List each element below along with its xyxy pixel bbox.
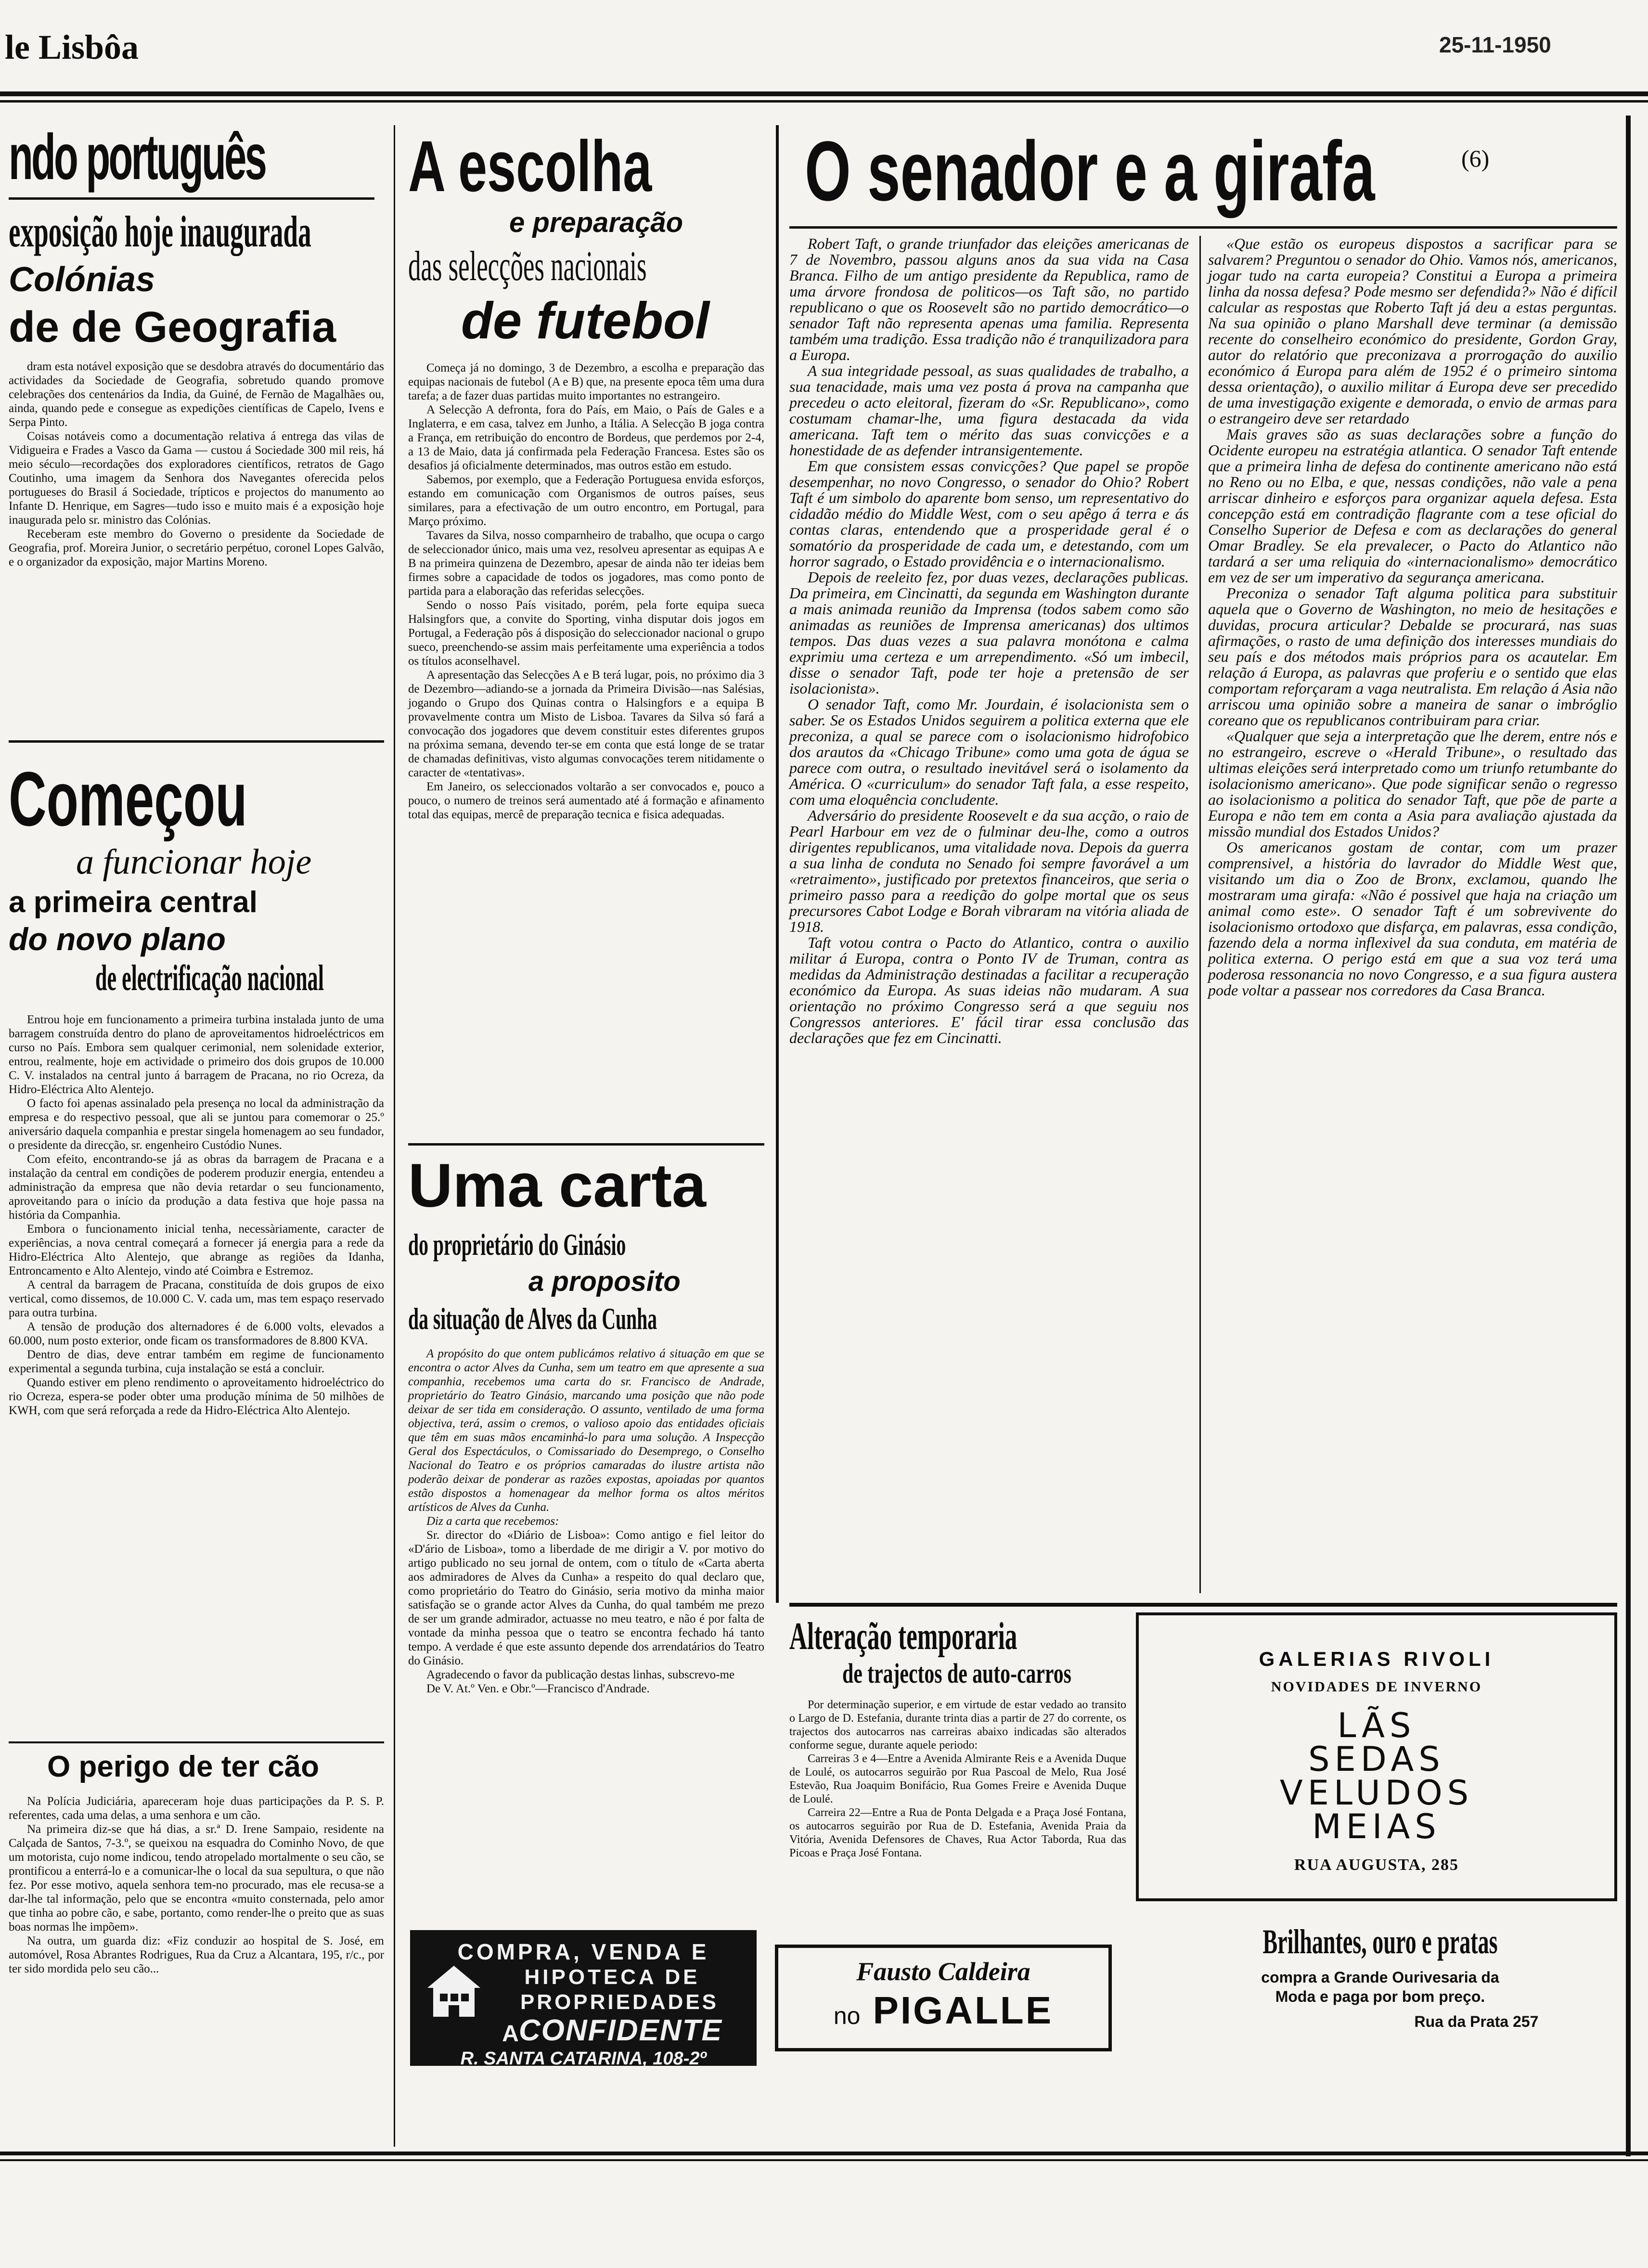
paragraph: Sabemos, por exemplo, que a Federação Portuguesa envida esforços, estando em comunicação com Organismos de outros países, seus similares, para a efectivação de um outro encontro, em Portugal, para Março próximo. bbox=[408, 473, 764, 528]
article-autocarros bbox=[789, 1617, 1126, 1860]
rule-geografia bbox=[9, 197, 374, 200]
headline-futebol-3: das selecções nacionais bbox=[408, 243, 647, 290]
ad-ourivesaria-line2: Moda e paga por bom preço. bbox=[1275, 1988, 1485, 2005]
top-rule-1 bbox=[0, 91, 1648, 96]
headline-cao: O perigo de ter cão bbox=[47, 1750, 320, 1783]
headline-comecou-2: a funcionar hoje bbox=[76, 842, 312, 882]
column-rule-1 bbox=[394, 125, 395, 2147]
article-geografia bbox=[9, 121, 384, 569]
ad-pigalle-line2a: no bbox=[833, 2002, 861, 2029]
ad-confidente-line2: HIPOTECA DE bbox=[524, 1965, 700, 1989]
paragraph: Dentro de dias, deve entrar também em regime de funcionamento experimental a segunda turbina, cuja instalação se está a concluir. bbox=[9, 1348, 384, 1375]
ad-pigalle-line2b: PIGALLE bbox=[873, 1989, 1054, 2032]
ad-rivoli-name: GALERIAS RIVOLI bbox=[1259, 1648, 1494, 1670]
paragraph: Começa já no domingo, 3 de Dezembro, a escolha e preparação das equipas nacionais de futebol (A e B) que, na presente epoca têm uma dura tarefa; a de fazer duas partidas muito importantes no estrangeiro. bbox=[408, 361, 765, 402]
house-icon bbox=[423, 1959, 485, 2022]
rule-taft-mid bbox=[1199, 236, 1201, 1593]
paragraph: «Qualquer que seja a interpretação que lhe derem, entre nós e no estrangeiro, escreve o «Herald Tribune», o resultado das ultimas eleições será interpretado como um triunfo retumbante do isolacionismo americano». Que pode significar senão o regresso ao isolacionismo a politica do senador Taft, que põe de parte a Europa e não tem em conta a Asia para avaliação ajustada da missão mundial dos Estados Unidos? bbox=[1208, 727, 1617, 840]
paragraph: Coisas notáveis como a documentação relativa á entrega das vilas de Vidigueira e Frades a Vasco da Gama — custou á Sociedade 300 mil reis, há meio século—recordações dos exploradores científicos, retratos de Gago Coutinho, uma imagem da Senhora dos Navegantes oferecida pelos portugueses do Brasil á Sociedade, trípticos e projectos do manumento ao Infante D. Henrique, em Sagres—tudo isso e muito mais é a exposição hoje inaugurada pelo sr. ministro das Colónias. bbox=[9, 430, 384, 527]
ad-confidente-line4b: CONFIDENTE bbox=[518, 2014, 722, 2047]
paragraph: Diz a carta que recebemos: bbox=[426, 1515, 559, 1528]
paragraph: Depois de reeleito fez, por duas vezes, declarações publicas. Da primeira, em Cincinatti, da segunda em Washington durante a mais animada reunião da Imprensa (todos sabem como são animadas as reuniões de Imprensa americanas) dos ultimos tempos. Das duas vezes a sua palavra monótona e calma exprimiu uma certeza e um arrependimento. «Só um imbecil, disse o senador Taft, pode ter hoje a pretensão de ser isolacionista». bbox=[789, 568, 1189, 697]
ad-pigalle[interactable] bbox=[775, 1945, 1112, 2051]
ad-rivoli-line1: LÃS bbox=[1337, 1706, 1416, 1745]
taft-column-1 bbox=[789, 236, 1189, 1046]
rule-left-1 bbox=[9, 740, 384, 743]
paragraph: A propósito do que ontem publicámos relativo á situação em que se encontra o actor Alves da Cunha, sem um teatro em que apresente a sua companhia, recebemos uma carta do sr. Francisco de Andrade, proprietário do Teatro Ginásio, marcando uma posição que não pode deixar de ser tida em consideração. O assunto, ventilado de uma forma objectiva, terá, assim o cremos, o valioso apoio das entidades oficiais que têm em suas mãos encaminhá-lo para uma solução. A Inspecção Geral dos Espectáculos, o Comissariado do Desemprego, o Conselho Nacional do Teatro e os próprios camaradas do ilustre artista não poderão deixar de ponderar as razões expostas, apoiadas por quantos estão dispostos a homenagear da melhor forma os altos méritos artísticos de Alves da Cunha. bbox=[408, 1347, 764, 1514]
ad-ourivesaria-address: Rua da Prata 257 bbox=[1414, 2013, 1539, 2030]
paragraph: Mais graves são as suas declarações sobre a função do Ocidente europeu na estratégia atlantica. O senador Taft entende que a primeira linha de defesa do continente americano não está no Reno ou no Elba, e que, nessas condições, não vale a pena arriscar dinheiro e esforços para organizar aquela defesa. Esta concepção está em contradição flagrante com a tese oficial do Conselho Superior de Defesa e com as declarações do general Omar Bradley. Se ela prevalecer, o Pacto do Atlantico não tardará a ser uma reliquia do «internacionalismo» democrático em vez de ser um imperativo da segurança americana. bbox=[1208, 425, 1617, 586]
column-rule-2 bbox=[776, 125, 779, 1603]
paragraph: Tavares da Silva, nosso comparnheiro de trabalho, que ocupa o cargo de seleccionador único, mais uma vez, resolveu apresentar as equipas A e B na primeira quinzena de Dezembro, apesar de ainda não ter ideias bem firmes sobre a capacidade de todos os jogadores, mas como ponto de partida para a elaboração das referidas selecções. bbox=[408, 529, 764, 598]
paragraph: Preconiza o senador Taft alguma politica para substituir aquela que o Governo de Washington, no meio de hesitações e duvidas, procura articular? Debalde se procurará, nas suas afirmações, o rasto de uma definição dos interesses mundiais do seu país e dos métodos mais próprios para os acautelar. Em relação á Europa, as palavras que proferiu e o sentido que elas comportam reforçaram a vaga neutralista. Em relação á Asia não arriscou uma opinião sobre a maneira de sanar o imbróglio coreano que os republicanos contribuiram para criar. bbox=[1208, 584, 1617, 729]
masthead-date: 25-11-1950 bbox=[1439, 32, 1551, 57]
headline-carta-3: a proposito bbox=[528, 1266, 681, 1297]
headline-carta-1: Uma carta bbox=[408, 1151, 706, 1220]
rule-taft-top bbox=[789, 226, 1617, 229]
column-rule-3 bbox=[1626, 116, 1631, 2156]
paragraph: Na outra, um guarda diz: «Fiz conduzir ao hospital de S. José, em automóvel, Rosa Abrantes Rodrigues, Rua da Cruz a Alcantara, 195, r/c., por ter sido mordida pelo seu cão... bbox=[9, 1934, 384, 1975]
ad-rivoli-address: RUA AUGUSTA, 285 bbox=[1294, 1856, 1459, 1874]
ad-rivoli-line2: SEDAS bbox=[1308, 1740, 1445, 1779]
headline-autocarros-2: de trajectos de auto-carros bbox=[842, 1658, 1071, 1689]
paragraph: Embora o funcionamento inicial tenha, necessàriamente, caracter de experiências, a nova central começará a fornecer já energia para a rede da Hidro-Eléctrica Alto Alentejo, que abrange as regiões da Idanha, Entroncamento e Alto Alentejo, vindo até Coimbra e Estremoz. bbox=[9, 1223, 384, 1277]
paragraph: A central da barragem de Pracana, constituída de dois grupos de eixo vertical, como dissemos, de 10.000 C. V. cada um, mas tem espaço reservado para outra turbina. bbox=[9, 1278, 384, 1319]
ad-rivoli-sub: NOVIDADES DE INVERNO bbox=[1271, 1679, 1482, 1695]
paragraph: Por determinação superior, e em virtude de estar vedado ao transito o Largo de D. Estefania, durante trinta dias a partir de 27 do corrente, os trajectos dos autocarros nas carreiras abaixo indicadas são alterados conforme segue, durante aquele periodo: bbox=[789, 1699, 1126, 1752]
ad-ourivesaria-line1: compra a Grande Ourivesaria da bbox=[1261, 1969, 1499, 1986]
paragraph: Quando estiver em pleno rendimento o aproveitamento hidroeléctrico do rio Ocreza, espera-se poder obter uma produção mínima de 50 milhões de KWH, com que será reforçada a rede da Hidro-Eléctrica Alto Alentejo. bbox=[9, 1376, 384, 1417]
paragraph: dram esta notável exposição que se desdobra através do documentário das actividades da Sociedade de Geografia, sobretudo quando promove celebrações dos centenários da India, da Guiné, de Fernão de Magalhães ou, ainda, quando pede e consegue as expedições científicas de Capelo, Ivens e Serpa Pinto. bbox=[9, 360, 384, 429]
paragraph: Taft votou contra o Pacto do Atlantico, contra o auxilio militar á Europa, contra o Ponto IV de Truman, contra as medidas da Administração destinadas a facilitar a recuperação económico da Europa. As suas ideias não mudaram. A sua orientação no próximo Congresso será a que seguiu nos Congressos anteriores. E' fácil tirar essa conclusão das declarações que fez em Cincinatti. bbox=[789, 934, 1189, 1046]
headline-carta-4: da situação de Alves da Cunha bbox=[408, 1302, 657, 1336]
bottom-rule-1 bbox=[0, 2152, 1648, 2155]
paragraph: Em que consistem essas convicções? Que papel se propõe desempenhar, no novo Congresso, o senador do Ohio? Robert Taft é um simbolo do aparente bom senso, um representativo do cidadão médio do Middle West, com o seu apêgo á terra e ás contas claras, entendendo que a prosperidade geral é o somatório da prosperidade de cada um, e detestando, com um horror sagrado, o Estado providência e o internacionalismo. bbox=[789, 457, 1189, 570]
paragraph: Em Janeiro, os seleccionados voltarão a ser convocados e, pouco a pouco, o numero de treinos será aumentado até á formação e afinamento total das equipas, mercê de preparação tecnica e fisica adequadas. bbox=[408, 780, 764, 821]
paragraph: Os americanos gostam de contar, com um prazer comprensivel, a história do lavrador do Middle West que, visitando um dia o Zoo de Bronx, exclamou, quando lhe mostraram uma girafa: «Não é possivel que haja na criação um animal como este». O senador Taft é um sobrevivente do isolacionismo ortodoxo que disfarça, em palavras, essa condição, fazendo dela a norma inflexivel da sua conduta, em matéria de politica externa. O perigo está em que a sua voz terá uma poderosa ressonancia no novo Congresso, e a sua figura austera pode voltar a passear nos corredores da Casa Branca. bbox=[1208, 838, 1617, 999]
paragraph: Adversário do presidente Roosevelt e da sua acção, o raio de Pearl Harbour em vez de o fulminar deu-lhe, como a outros dirigentes republicanos, uma vitalidade nova. Depois da guerra a sua linha de conduta no Senado foi sempre favorável a um «retraimento», justificado por pretextos financeiros, que seria o primeiro passo para a reedição do golpe mortal que os seus precursores Cabot Lodge e Borah vibraram na vitória aliada de 1918. bbox=[789, 807, 1189, 935]
rule-mid-1 bbox=[408, 1143, 764, 1146]
headline-comecou-4: do novo plano bbox=[9, 921, 226, 957]
ad-rivoli-line3: VELUDOS bbox=[1279, 1773, 1474, 1813]
headline-comecou-3: a primeira central bbox=[9, 886, 258, 919]
ad-ourivesaria-title: Brilhantes, ouro e pratas bbox=[1262, 1922, 1498, 1961]
taft-column-2 bbox=[1208, 236, 1617, 998]
headline-geografia-4: de de Geografia bbox=[9, 303, 336, 351]
signature: De V. At.º Ven. e Obr.º—Francisco d'Andrade. bbox=[426, 1682, 650, 1695]
ad-ourivesaria[interactable] bbox=[1143, 1920, 1617, 2065]
headline-taft: O senador e a girafa bbox=[805, 124, 1375, 219]
paragraph: Carreiras 3 e 4—Entre a Avenida Almirante Reis e a Avenida Duque de Loulé, os autocarros seguirão por Rua Pascoal de Melo, Rua José Estevão, Rua Joaquim Bonifácio, Rua Gomes Freire e Avenida Duque de Loulé. bbox=[789, 1753, 1126, 1805]
paragraph: O facto foi apenas assinalado pela presença no local da administração da empresa e do respectivo pessoal, que ali se juntou para comemorar o 25.º aniversário daquela companhia e prestar singela homenagem ao seu fundador, o presidente da direcção, sr. engenheiro Custódio Nunes. bbox=[9, 1097, 384, 1152]
headline-comecou-1: Começou bbox=[9, 756, 247, 842]
article-carta bbox=[408, 1151, 764, 1696]
paragraph: Com efeito, encontrando-se já as obras da barragem de Pracana e a instalação da central em condições de poderem produzir energia, entendeu a administração da empresa que não devia retardar o seu funcionamento, aproveitando para o início da produção a data festiva que hoje passa na história da Companhia. bbox=[9, 1153, 384, 1222]
bottom-rule-2 bbox=[0, 2159, 1648, 2161]
paragraph: Carreira 22—Entre a Rua de Ponta Delgada e a Praça José Fontana, os autocarros seguirão por Rua de D. Estefania, Avenida Praia da Vitória, Avenida Defensores de Chaves, Rua Actor Taborda, Rua das Picoas e Praça José Fontana. bbox=[789, 1806, 1126, 1859]
ad-confidente-line4a: A bbox=[502, 2021, 519, 2047]
ad-confidente-address: R. SANTA CATARINA, 108-2º bbox=[460, 2049, 707, 2069]
paragraph: O senador Taft, como Mr. Jourdain, é isolacionista sem o saber. Se os Estados Unidos seguirem a politica externa que ele preconiza, a qual se parece com o isolacionismo hidrofobico dos arautos da «Chicago Tribune» como uma gota de água se parece com outra, o resultado inevitável será o isolamento da América. O «curriculum» do senador Taft fala, a esse respeito, com uma eloquência concludente. bbox=[789, 696, 1189, 808]
paragraph: A tensão de produção dos alternadores é de 6.000 volts, elevados a 60.000, num posto exterior, onde ficam os transformadores de 8.800 KVA. bbox=[9, 1320, 384, 1347]
ad-rivoli[interactable] bbox=[1136, 1612, 1617, 1901]
headline-autocarros-1: Alteração temporaria bbox=[789, 1615, 1017, 1658]
paragraph: A Selecção A defronta, fora do País, em Maio, o País de Gales e a Inglaterra, e em casa, talvez em Junho, a Itália. A Selecção B joga contra a França, em retribuição do encontro de Bordeus, que perdemos por 2-4, a 13 de Maio, data já confirmada pela Federação Francesa. Estes são os desafios já oficialmente determinados, mas outros estão em estudo. bbox=[408, 403, 764, 472]
headline-carta-2: do proprietário do Ginásio bbox=[408, 1227, 626, 1262]
rule-taft-bottom bbox=[789, 1603, 1617, 1607]
masthead-title: le Lisbôa bbox=[5, 28, 139, 66]
paragraph: Entrou hoje em funcionamento a primeira turbina instalada junto de uma barragem construída dentro do plano de aproveitamentos hidroeléctricos em curso no País. Embora sem qualquer cerimonial, nem solenidade exterior, entrou, realmente, hoje em actividade o primeiro dos dois grupos de 10.000 C. V. instalados na central junto á barragem de Pracana, no rio Ocreza, da Hidro-Eléctrica Alto Alentejo. bbox=[9, 1013, 384, 1096]
paragraph: Sr. director do «Diário de Lisboa»: Como antigo e fiel leitor do «D'ário de Lisboa», tomo a liberdade de me dirigir a V. por motivo do artigo publicado no seu jornal de ontem, com o título de «Carta aberta aos admiradores de Alves da Cunha» a respeito do qual declaro que, como proprietário do Teatro do Ginásio, seria motivo da minha maior satisfação se o grande actor Alves da Cunha, do qual também me prezo de ser um grande admirador, actuasse no meu teatro, e não é por falta de vontade da minha pessoa que o teatro se encontra fechado há tanto tempo. A verdade é que este assunto depende dos arrendatários do Teatro do Ginásio. bbox=[408, 1529, 764, 1667]
headline-geografia-2: exposição hoje inaugurada bbox=[9, 207, 311, 256]
headline-taft-footnote: (6) bbox=[1461, 145, 1490, 172]
top-rule-2 bbox=[0, 100, 1648, 103]
ad-confidente-line3: PROPRIEDADES bbox=[520, 1990, 719, 2014]
headline-futebol-2: e preparação bbox=[509, 207, 683, 238]
ad-confidente[interactable] bbox=[410, 1930, 757, 2069]
paragraph: A sua integridade pessoal, as suas qualidades de trabalho, a sua tenacidade, mais uma vez posta á prova na campanha que precedeu o acto eleitoral, fizeram do «Sr. Republicano», como costumam chamar-lhe, uma figura destacada da vida americana. Taft tem o mérito das suas convicções e a honestidade de as defender intransigentemente. bbox=[789, 362, 1189, 459]
ad-rivoli-line4: MEIAS bbox=[1312, 1807, 1441, 1846]
paragraph: Receberam este membro do Governo o presidente da Sociedade de Geografia, prof. Moreira Junior, o secretário perpétuo, coronel Lopes Galvão, e o organizador da exposição, major Martins Moreno. bbox=[9, 528, 384, 568]
headline-futebol-1: A escolha bbox=[408, 126, 652, 206]
ad-pigalle-line1: Fausto Caldeira bbox=[856, 1957, 1030, 1986]
paragraph: Agradecendo o favor da publicação destas linhas, subscrevo-me bbox=[426, 1668, 735, 1681]
headline-comecou-5: de electrificação nacional bbox=[95, 958, 324, 998]
paragraph: Sendo o nosso País visitado, porém, pela forte equipa sueca Halsingfors que, a convite do Sporting, vinha disputar dois jogos em Portugal, a Federação pôs á disposição do seleccionador nacional o grupo sueco, preenchendo-se assim mais perfeitamente uma experiência a todos os títulos aconselhavel. bbox=[408, 599, 764, 668]
paragraph: Robert Taft, o grande triunfador das eleições americanas de 7 de Novembro, passou alguns anos da sua vida na Casa Branca. Filho de um antigo presidente da Republica, ramo de uma árvore frondosa de politicos—os Taft são, no partido republicano o que os Roosevelt são no partido democrático—o senador Taft não representa apenas uma familia. Representa também uma tradição. Essa tradição não é tranquilizadora para a Europa. bbox=[789, 235, 1189, 363]
rule-left-2 bbox=[9, 1741, 384, 1743]
paragraph: A apresentação das Selecções A e B terá lugar, pois, no próximo dia 3 de Dezembro—adiando-se a jornada da Primeira Divisão—nas Salésias, jogando o Grupo dos Quinas contra o Halsingfors e a equipa B provavelmente contra um Misto de Lisboa. Tavares da Silva só fará a convocação dos jogadores que devem constituir estes diferentes grupos na próxima semana, devendo ter-se em conta que está longe de se tratar de chamadas definitivas, visto algumas convocações terem nitidamente o caracter de «tentativas». bbox=[408, 669, 764, 779]
paragraph: «Que estão os europeus dispostos a sacrificar para se salvarem? Preguntou o senador do Ohio. Vamos nós, americanos, jogar tudo na carta europeia? Constitui a Europa a primeira linha da nossa defesa? Pode mesmo ser defendida?» Não é difícil calcular as respostas que Roberto Taft já deu a estas perguntas. Na sua opinião o plano Marshall deve terminar (a demissão recente do conselheiro económico do presidente, Gordon Gray, autor do relatório que preconizava a prorrogação do auxilio económico á Europa para além de 1952 é o primeiro sintoma dessa orientação), o auxilio militar á Europa deve ser precedido de uma investigação exigente e demorada, o envio de armas para o estrangeiro deve ser retardado bbox=[1208, 235, 1617, 427]
paragraph: Na Polícia Judiciária, apareceram hoje duas participações da P. S. P. referentes, cada uma delas, a uma senhora e um cão. bbox=[9, 1795, 384, 1822]
headline-futebol-4: de futebol bbox=[461, 291, 709, 349]
headline-geografia-3: Colónias bbox=[9, 260, 155, 299]
article-futebol bbox=[408, 126, 765, 822]
headline-geografia-1: ndo português bbox=[9, 121, 266, 193]
paragraph: Na primeira diz-se que há dias, a sr.ª D. Irene Sampaio, residente na Calçada de Santos, 7-3.º, se queixou na esquadra do Cominho Novo, de que um motorista, cujo nome indicou, tendo atropelado mortalmente o seu cão, se prontificou a enterrá-lo e a comunicar-lhe o local da sua sepultura, o que não fez. Por esse motivo, aquela senhora tem-no procurado, mas ele recusa-se a dar-lhe tal informação, pelo que se encontra «muito consternada, pelo amor que tinha ao pobre cão, e sabe, portanto, como render-lhe o preito que as suas boas normas lhe impõem». bbox=[9, 1823, 384, 1933]
article-comecou bbox=[9, 756, 384, 1418]
ad-confidente-line1: COMPRA, VENDA E bbox=[457, 1939, 709, 1964]
article-cao bbox=[9, 1752, 384, 1976]
